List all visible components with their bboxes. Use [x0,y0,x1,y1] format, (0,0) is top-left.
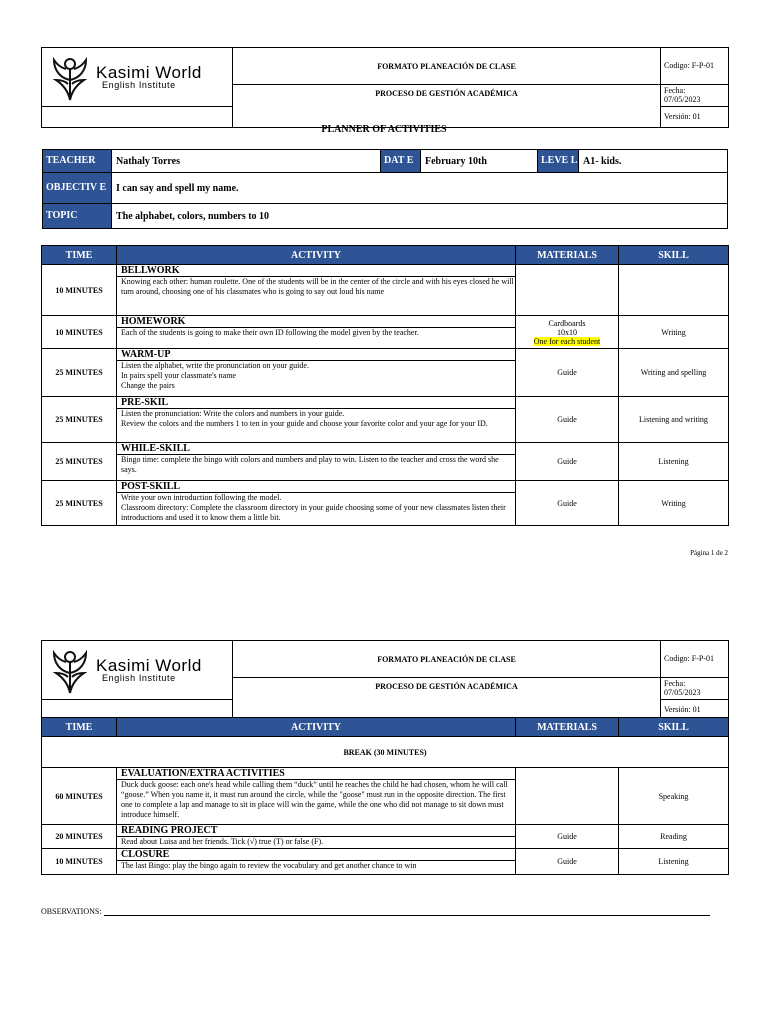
activity-desc: Listen the pronunciation: Write the colors and numbers in your guide. [121,409,345,418]
activity-desc: Knowing each other: human roulette. One of the students will be in the center of the circle and with his eyes closed he will turn around, choosing one of his classmates who is going to say out loud his name [121,277,514,296]
teacher-label: TEACHER [43,150,112,173]
logo-main-text: Kasimi World [96,656,202,675]
row-activity [117,443,516,481]
row-materials: Guide [516,481,619,526]
row-materials: Guide [516,349,619,397]
table-row [42,443,729,481]
form-version: Versión: 01 [661,107,729,128]
materials-line [516,337,618,346]
row-time: 60 MINUTES [42,768,117,825]
topic-label: TOPIC [43,204,112,229]
activity-title: BELLWORK [117,265,515,277]
date-value: February 10th [421,150,538,173]
form-version: Versión: 01 [661,700,729,721]
activity-title: WARM-UP [117,349,515,361]
form-subtitle: PROCESO DE GESTIÓN ACADÉMICA [233,85,661,128]
col-time: TIME [42,246,117,265]
observations-label: OBSERVATIONS: [41,907,102,916]
page-number: Página 1 de 2 [690,549,728,557]
activity-desc: Each of the students is going to make their own ID following the model given by the teacher. [121,328,419,337]
form-date [661,678,729,700]
row-skill: Reading [619,825,729,849]
activity-title: WHILE-SKILL [117,443,515,455]
activity-title: PRE-SKIL [117,397,515,409]
date-label: DAT E [381,150,421,173]
info-table [42,149,728,229]
form-code: Codigo: F-P-01 [661,48,729,85]
logo-cell [42,641,233,700]
table-row [42,316,729,349]
col-activity: ACTIVITY [117,246,516,265]
table-row [42,265,729,316]
activity-desc: Change the pairs [121,381,175,390]
phoenix-logo-icon [48,50,92,104]
table-row [42,481,729,526]
activity-desc: Read about Luisa and her friends. Tick (√) true (T) or false (F). [121,837,324,846]
activities-table-page1 [41,245,729,526]
activity-desc: Duck duck goose: each one's head while calling them “duck” until he reaches the child he had chosen, whom he will call “goose.” When you name it, it must run around the circle, while the "goose" must run in the opposite direction. The first one to complete a lap and manage to sit in place will win the game, while the one who did not manage to sit down must introduce himself. [121,780,508,819]
row-skill: Listening [619,443,729,481]
table-row [42,397,729,443]
level-label: LEVE L [538,150,579,173]
activity-title: CLOSURE [117,849,515,861]
row-activity [117,768,516,825]
form-title: FORMATO PLANEACIÓN DE CLASE [233,48,661,85]
row-time: 25 MINUTES [42,481,117,526]
activity-desc: In pairs spell your classmate's name [121,371,236,380]
row-materials: Guide [516,443,619,481]
break-row [42,737,729,768]
row-time: 25 MINUTES [42,397,117,443]
row-activity [117,825,516,849]
level-value: A1- kids. [579,150,728,173]
col-time: TIME [42,718,117,737]
row-materials [516,316,619,349]
form-date [661,85,729,107]
row-materials [516,768,619,825]
activity-title: HOMEWORK [117,316,515,328]
row-activity [117,349,516,397]
row-skill: Writing [619,481,729,526]
highlighted-note: One for each student [533,336,601,346]
row-skill: Speaking [619,768,729,825]
teacher-value: Nathaly Torres [112,150,381,173]
observations-line[interactable] [104,907,710,916]
row-materials [516,265,619,316]
col-skill: SKILL [619,246,729,265]
logo-main-text: Kasimi World [96,63,202,82]
objective-label: OBJECTIV E [43,173,112,204]
col-materials: MATERIALS [516,718,619,737]
observations [41,907,710,916]
form-date-value: 07/05/2023 [664,94,701,104]
col-skill: SKILL [619,718,729,737]
row-skill: Writing [619,316,729,349]
form-date-label: Fecha: [664,679,686,689]
activity-desc: Classroom directory: Complete the classroom directory in your guide choosing some of your new classmates listen their introductions and used it to know them a little bit. [121,503,506,522]
row-activity [117,849,516,875]
materials-line: Cardboards [548,318,586,328]
row-skill: Listening [619,849,729,875]
activity-desc: The last Bingo: play the bingo again to review the vocabulary and get another chance to win [121,861,417,870]
activity-title: EVALUATION/EXTRA ACTIVITIES [117,768,515,780]
activity-desc: Listen the alphabet, write the pronunciation on your guide. [121,361,309,370]
row-time: 10 MINUTES [42,265,117,316]
activity-desc: Review the colors and the numbers 1 to ten in your guide and choose your favorite color and your age for your ID. [121,419,488,428]
form-code: Codigo: F-P-01 [661,641,729,678]
table-row [42,825,729,849]
activity-desc: Bingo time: complete the bingo with colors and numbers and play to win. Listen to the teacher and cross the word she says. [121,455,499,474]
row-time: 10 MINUTES [42,316,117,349]
col-activity: ACTIVITY [117,718,516,737]
activity-desc: Write your own introduction following the model. [121,493,282,502]
phoenix-logo-icon [48,643,92,697]
row-skill: Writing and spelling [619,349,729,397]
col-materials: MATERIALS [516,246,619,265]
logo-sub-text: English Institute [102,673,176,683]
table-row [42,349,729,397]
row-time: 10 MINUTES [42,849,117,875]
row-activity [117,316,516,349]
planner-title: PLANNER OF ACTIVITIES [321,124,447,135]
row-activity [117,397,516,443]
logo-sub-text: English Institute [102,80,176,90]
table-row [42,768,729,825]
form-title: FORMATO PLANEACIÓN DE CLASE [233,641,661,678]
objective-value: I can say and spell my name. [112,173,728,204]
row-activity [117,265,516,316]
row-time: 25 MINUTES [42,443,117,481]
row-activity [117,481,516,526]
form-date-label: Fecha: [664,86,686,96]
row-materials: Guide [516,397,619,443]
row-skill: Listening and writing [619,397,729,443]
form-date-value: 07/05/2023 [664,687,701,697]
row-skill [619,265,729,316]
document-header-page1 [41,47,729,128]
activity-title: POST-SKILL [117,481,515,493]
row-time: 25 MINUTES [42,349,117,397]
row-materials: Guide [516,825,619,849]
document-header-page2 [41,640,729,721]
break-label: BREAK (30 MINUTES) [42,737,729,768]
activity-title: READING PROJECT [117,825,515,837]
materials-line: 10x10 [557,327,577,337]
activities-table-page2 [41,717,729,875]
row-materials: Guide [516,849,619,875]
row-time: 20 MINUTES [42,825,117,849]
table-row [42,849,729,875]
form-subtitle: PROCESO DE GESTIÓN ACADÉMICA [233,678,661,721]
logo-cell [42,48,233,107]
topic-value: The alphabet, colors, numbers to 10 [112,204,728,229]
